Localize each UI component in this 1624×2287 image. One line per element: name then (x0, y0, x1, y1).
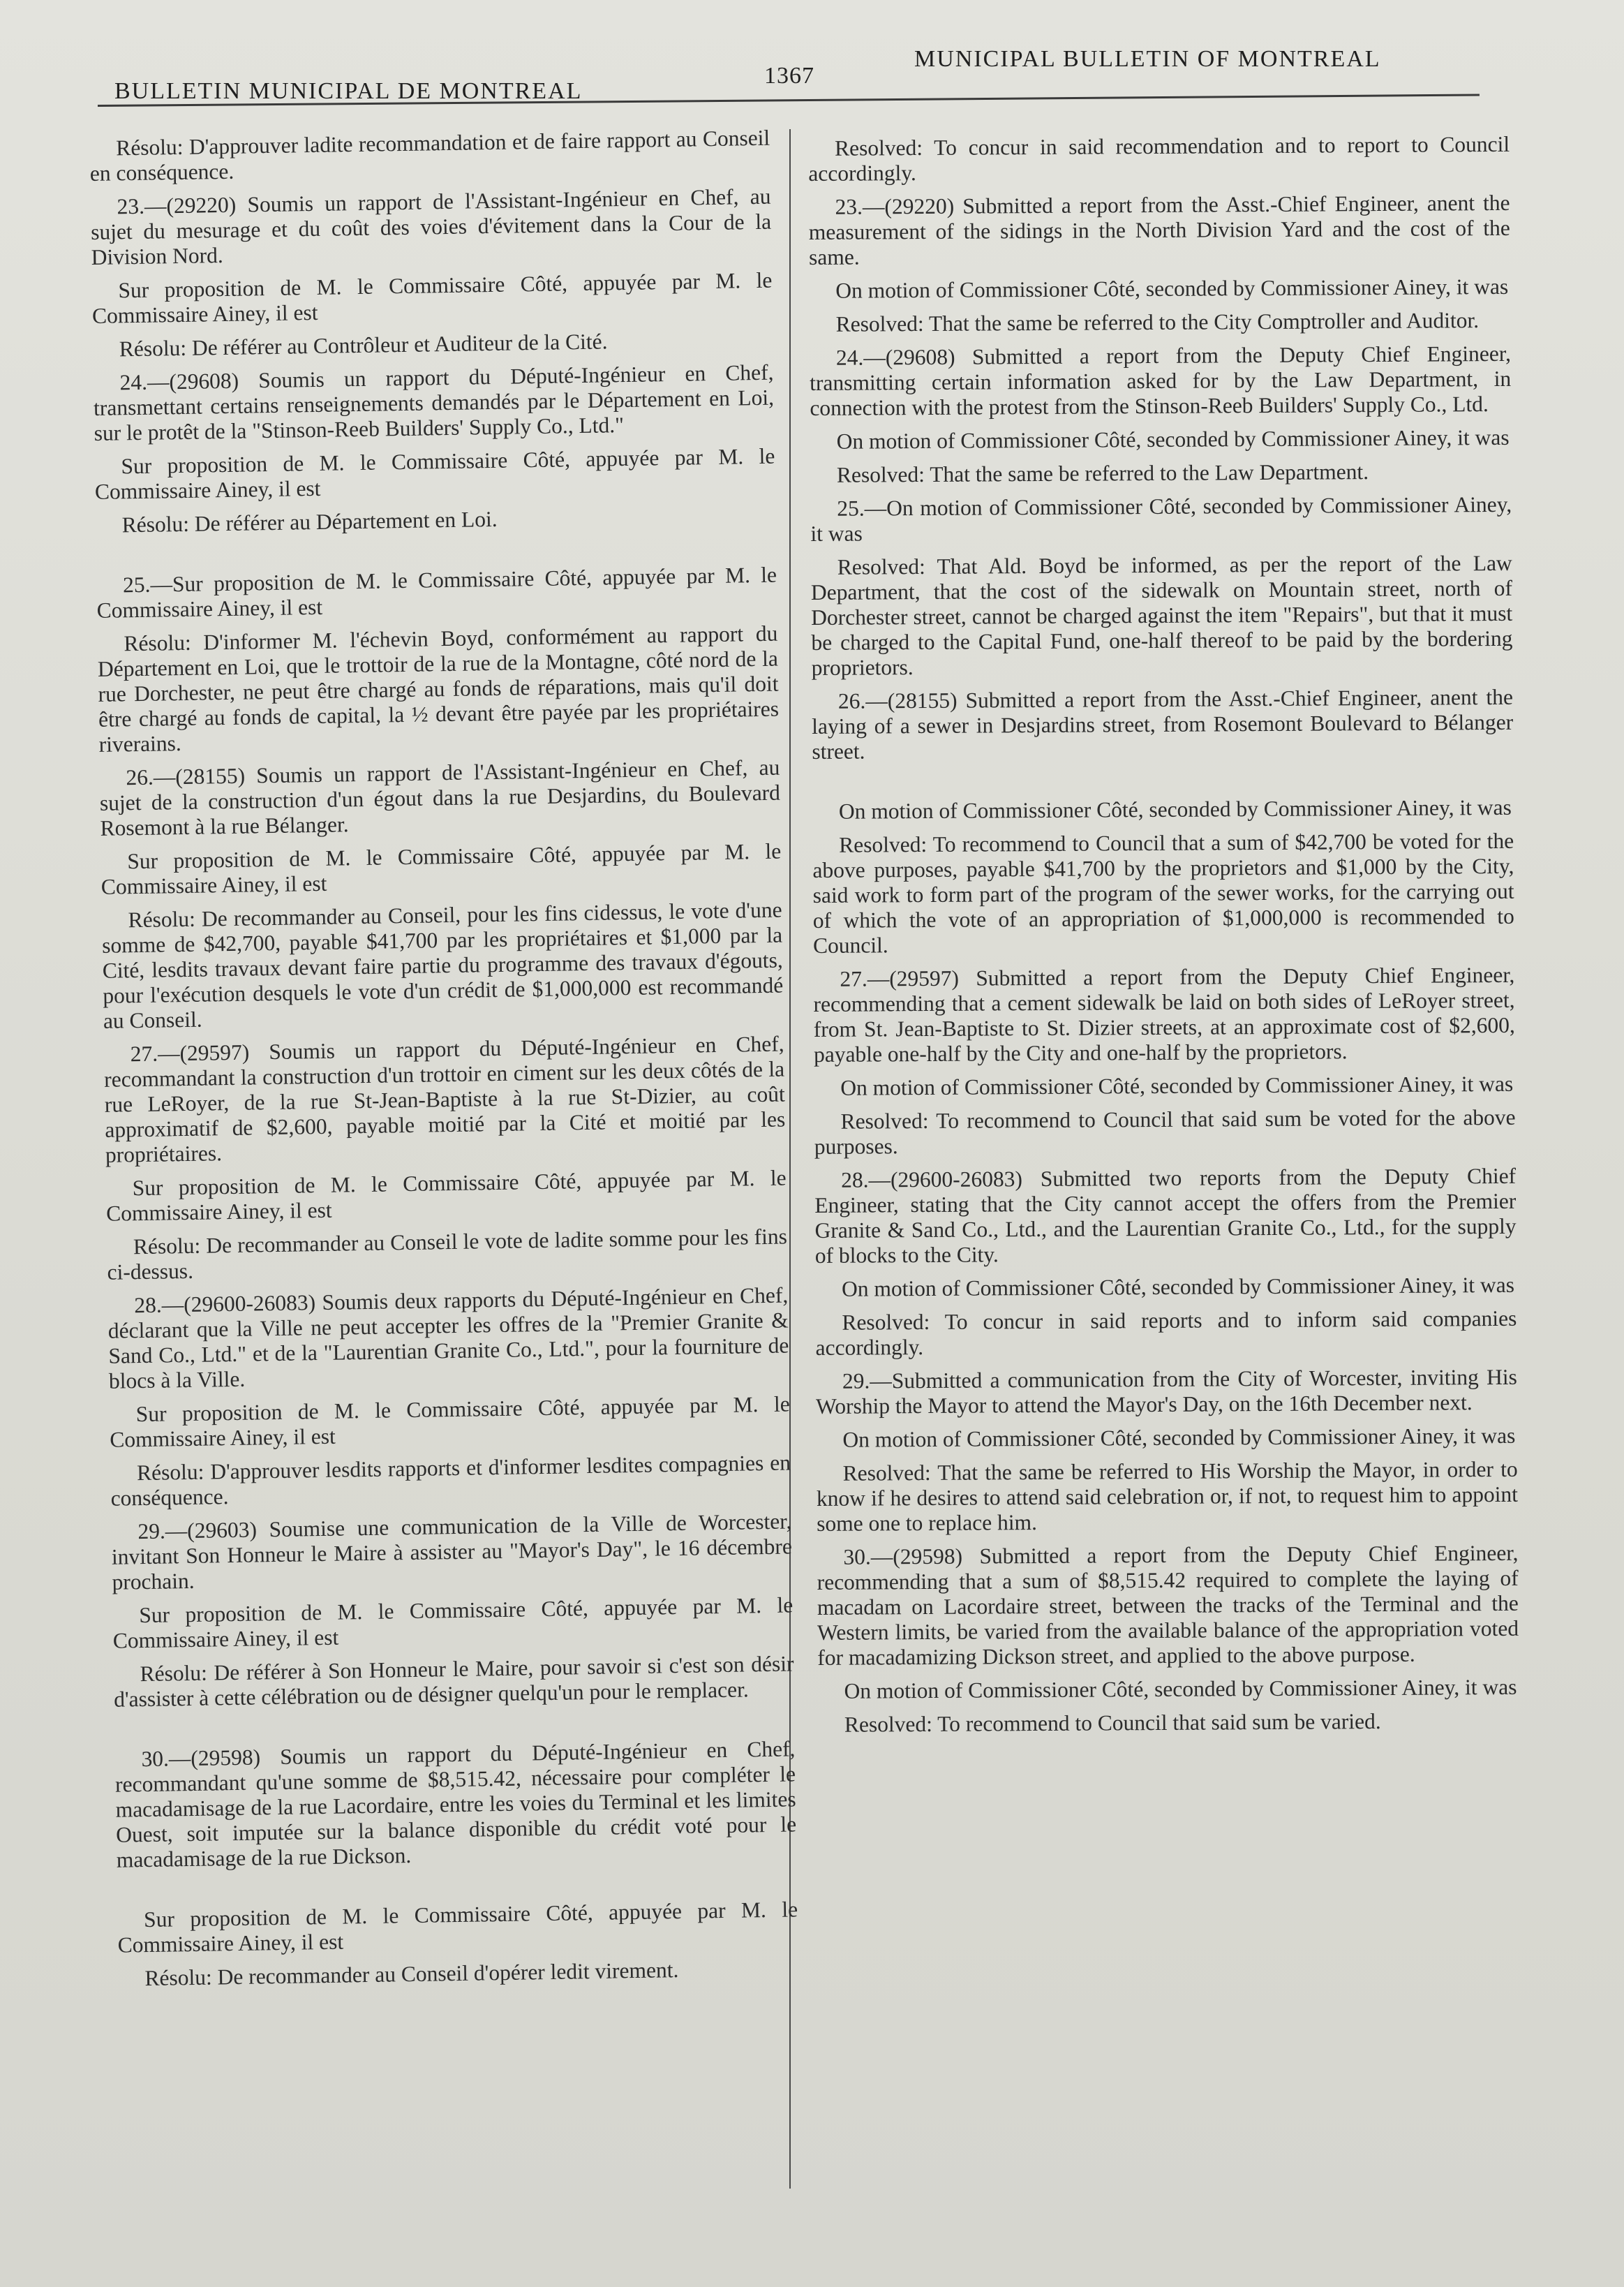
french-paragraph: 25.—Sur proposition de M. le Commissaire Côté, appuyée par M. le Commissaire Ainey, il est (96, 562, 777, 623)
french-running-title: BULLETIN MUNICIPAL DE MONTREAL (114, 78, 583, 104)
english-column (808, 132, 1519, 1746)
french-paragraph: Sur proposition de M. le Commissaire Côté, appuyée par M. le Commissaire Ainey, il est (117, 1897, 798, 1957)
french-column (89, 126, 799, 2000)
french-paragraph: Résolu: De référer à Son Honneur le Maire, pour savoir si c'est son désir d'assister à cette célébration ou de désigner quelqu'un pour le remplacer. (113, 1651, 794, 1712)
english-paragraph: Resolved: To concur in said recommendation and to report to Council accordingly. (808, 131, 1510, 186)
french-paragraph: Résolu: De recommander au Conseil d'opérer ledit virement. (144, 1957, 679, 1991)
english-paragraph: On motion of Commissioner Côté, seconded by Commissioner Ainey, it was (840, 1071, 1514, 1100)
french-paragraph: 28.—(29600-26083) Soumis deux rapports du Député-Ingénieur en Chef, déclarant que la Ville ne peut accepter les offres de la "Premier Granite & Sand Co., Ltd." et de la "Laurentian Granite Co., Ltd.", pour la fourniture de blocs à la Ville. (107, 1282, 789, 1393)
english-running-title: MUNICIPAL BULLETIN OF MONTREAL (914, 46, 1381, 72)
english-paragraph: 24.—(29608) Submitted a report from the Deputy Chief Engineer, transmitting certain information asked for by the Law Department, in connection with the protest from the Stinson-Reeb Builders' Supply Co., Ltd. (810, 341, 1512, 420)
english-paragraph: Resolved: That the same be referred to the City Comptroller and Auditor. (835, 308, 1480, 336)
english-paragraph: On motion of Commissioner Côté, seconded by Commissioner Ainey, it was (842, 1423, 1516, 1452)
english-paragraph: On motion of Commissioner Côté, seconded by Commissioner Ainey, it was (835, 274, 1509, 303)
page-number: 1367 (764, 63, 814, 89)
english-paragraph: Resolved: That Ald. Boyd be informed, as per the report of the Law Department, that the cost of the sidewalk on Mountain street, north of Dorchester street, cannot be charged against the item "Repairs", but that it must be charged to the Capital Fund, one-half thereof to be paid by the bordering proprietors. (810, 550, 1513, 680)
french-paragraph: Résolu: D'informer M. l'échevin Boyd, conformément au rapport du Département en Loi, que le trottoir de la rue de la Montagne, côté nord de la rue Dorchester, ne peut être chargé au fonds de réparations, mais qu'il doit être chargé au fonds de capital, la ½ devant être payée par les propriétaires riverains. (97, 621, 780, 757)
english-paragraph: Resolved: To concur in said reports and to inform said companies accordingly. (815, 1305, 1517, 1360)
french-paragraph: 29.—(29603) Soumise une communication de la Ville de Worcester, invitant Son Honneur le Maire à assister au "Mayor's Day", le 16 décembre prochain. (111, 1509, 793, 1594)
english-paragraph: Resolved: To recommend to Council that a sum of $42,700 be voted for the above purposes, payable $41,700 by the proprietors and $1,000 by the City, said work to form part of the program of the sewer works, for the carrying out of which the vote of an appropriation of $1,000,000 is recommended to Council. (812, 828, 1514, 958)
english-paragraph: 26.—(28155) Submitted a report from the Asst.-Chief Engineer, anent the laying of a sewer in Desjardins street, from Rosemont Boulevard to Bélanger street. (812, 684, 1514, 764)
french-paragraph: Sur proposition de M. le Commissaire Côté, appuyée par M. le Commissaire Ainey, il est (91, 267, 773, 328)
french-paragraph: Résolu: De référer au Contrôleur et Auditeur de la Cité. (119, 329, 608, 362)
english-paragraph: 28.—(29600-26083) Submitted two reports from the Deputy Chief Engineer, stating that the City cannot accept the offers from the Premier Granite & Sand Co., Ltd., and the Laurentian Granite Co., Ltd., for the supply of blocks to the City. (814, 1163, 1517, 1268)
french-paragraph: Sur proposition de M. le Commissaire Côté, appuyée par M. le Commissaire Ainey, il est (100, 838, 782, 899)
english-paragraph: On motion of Commissioner Côté, seconded by Commissioner Ainey, it was (836, 424, 1510, 454)
french-paragraph: Résolu: De recommander au Conseil le vote de ladite somme pour les fins ci-dessus. (107, 1224, 788, 1285)
french-paragraph: Résolu: D'approuver ladite recommandation et de faire rapport au Conseil en conséquence. (89, 125, 770, 186)
french-paragraph: Sur proposition de M. le Commissaire Côté, appuyée par M. le Commissaire Ainey, il est (105, 1165, 787, 1226)
english-paragraph: Resolved: That the same be referred to the Law Department. (836, 459, 1369, 487)
french-paragraph: 24.—(29608) Soumis un rapport du Député-Ingénieur en Chef, transmettant certains renseignements demandés par le Département en Loi, sur le protêt de la "Stinson-Reeb Builders' Supply Co., Ltd." (93, 360, 775, 445)
french-paragraph: Sur proposition de M. le Commissaire Côté, appuyée par M. le Commissaire Ainey, il est (112, 1592, 794, 1653)
english-paragraph: Resolved: To recommend to Council that said sum be varied. (844, 1709, 1381, 1737)
english-paragraph: 27.—(29597) Submitted a report from the Deputy Chief Engineer, recommending that a cement sidewalk be laid on both sides of LeRoyer street, from St. Jean-Baptiste to St. Dizier streets, at an approximate cost of $2,600, payable one-half by the City and one-half by the proprietors. (813, 962, 1515, 1067)
french-paragraph: Résolu: De référer au Département en Loi. (121, 506, 498, 538)
french-paragraph: Résolu: D'approuver lesdits rapports et d'informer lesdites compagnies en conséquence. (110, 1450, 791, 1511)
english-paragraph: 29.—Submitted a communication from the City of Worcester, inviting His Worship the Mayor to attend the Mayor's Day, on the 16th December next. (816, 1364, 1517, 1419)
english-paragraph: 30.—(29598) Submitted a report from the Deputy Chief Engineer, recommending that a sum of $8,515.42 required to complete the laying of macadam on Lacordaire street, between the tracks of the Terminal and the Western limits, be varied from the available balance of the appropriation voted for macadamizing Dickson street, and applied to the above purpose. (817, 1540, 1519, 1670)
english-paragraph: 23.—(29220) Submitted a report from the Asst.-Chief Engineer, anent the measurement of the sidings in the North Division Yard and the cost of the same. (808, 190, 1510, 269)
english-paragraph: On motion of Commissioner Côté, seconded by Commissioner Ainey, it was (844, 1674, 1517, 1703)
french-paragraph: Sur proposition de M. le Commissaire Côté, appuyée par M. le Commissaire Ainey, il est (110, 1391, 790, 1452)
french-paragraph: Résolu: De recommander au Conseil, pour les fins cidessus, le vote d'une somme de $42,700, payable $41,700 par les propriétaires et $1,000 par la Cité, lesdits travaux devant faire partie du programme des travaux d'égouts, pour l'exécution desquels le vote d'un crédit de $1,000,000 est recommandé au Conseil. (101, 897, 784, 1033)
english-paragraph: On motion of Commissioner Côté, seconded by Commissioner Ainey, it was (838, 794, 1512, 824)
english-paragraph: Resolved: To recommend to Council that said sum be voted for the above purposes. (814, 1104, 1516, 1159)
english-paragraph: On motion of Commissioner Côté, seconded by Commissioner Ainey, it was (841, 1272, 1515, 1301)
french-paragraph: 26.—(28155) Soumis un rapport de l'Assistant-Ingénieur en Chef, au sujet de la construction d'un égout dans la rue Desjardins, du Boulevard Rosemont à la rue Bélanger. (99, 755, 781, 841)
french-paragraph: Sur proposition de M. le Commissaire Côté, appuyée par M. le Commissaire Ainey, il est (94, 443, 775, 504)
english-paragraph: Resolved: That the same be referred to His Worship the Mayor, in order to know if he desires to attend said celebration or, if not, to request him to appoint some one to replace him. (816, 1456, 1519, 1536)
english-paragraph: 25.—On motion of Commissioner Côté, seconded by Commissioner Ainey, it was (810, 491, 1512, 546)
french-paragraph: 23.—(29220) Soumis un rapport de l'Assistant-Ingénieur en Chef, au sujet du mesurage et du coût des voies d'évitement dans la Cour de la Division Nord. (90, 184, 772, 269)
french-paragraph: 27.—(29597) Soumis un rapport du Député-Ingénieur en Chef, recommandant la construction d'un trottoir en ciment sur les deux côtés de la rue LeRoyer, de la rue St-Jean-Baptiste à la rue St-Dizier, au coût approximatif de $2,600, payable moitié par la Cité et moitié par les propriétaires. (103, 1031, 786, 1167)
french-paragraph: 30.—(29598) Soumis un rapport du Député-Ingénieur en Chef, recommandant qu'une somme de $8,515.42, nécessaire pour compléter le macadamisage de la rue Lacordaire, entre les voies du Terminal et les limites Ouest, soit imputée sur la balance disponible du crédit voté pour le macadamisage de la rue Dickson. (114, 1736, 797, 1872)
